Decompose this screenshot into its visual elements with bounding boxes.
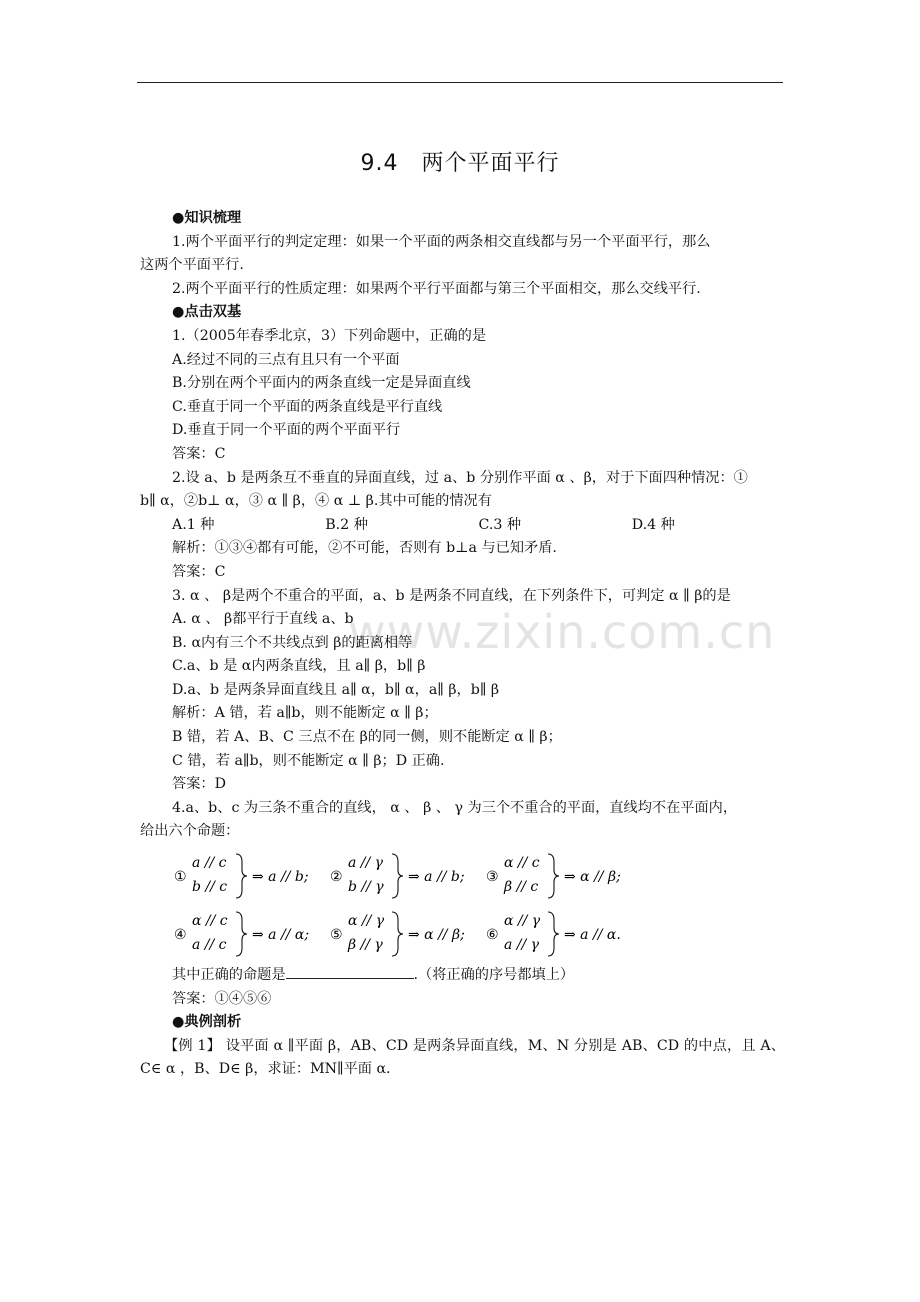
header-rule <box>137 82 783 83</box>
theorem-1-line-2: 这两个平面平行. <box>140 257 244 274</box>
brace-icon <box>392 912 403 956</box>
section-heading-basics: ●点击双基 <box>172 304 242 321</box>
question-2-option-c: C.3 种 <box>478 516 522 533</box>
page-title: 9.4 两个平面平行 <box>360 151 560 176</box>
formula-result: ⇒ α // β; <box>564 869 621 886</box>
brace-icon <box>236 912 247 956</box>
formula-number: ② <box>330 869 343 886</box>
formula-premise: b // γ <box>348 879 384 896</box>
theorem-1-line-1: 1.两个平面平行的判定定理：如果一个平面的两条相交直线都与另一个平面平行，那么 <box>172 233 711 250</box>
formula-row-1 <box>140 850 785 900</box>
question-3-option-b: B. α内有三个不共线点到 β的距离相等 <box>172 634 413 651</box>
formula-premise: a // γ <box>504 937 540 954</box>
answer-4: 答案：①④⑤⑥ <box>172 990 272 1007</box>
brace-icon <box>548 912 559 956</box>
question-2-option-d: D.4 种 <box>631 516 675 533</box>
question-3-option-c: C.a、b 是 α内两条直线，且 a∥ β，b∥ β <box>172 658 426 675</box>
question-3: 3. α 、 β是两个不重合的平面，a、b 是两条不同直线，在下列条件下，可判定 α ∥ β的是 <box>172 587 731 604</box>
section-heading-knowledge: ●知识梳理 <box>172 210 242 226</box>
question-2-option-a: A.1 种 <box>172 516 215 533</box>
answer-2: 答案：C <box>172 563 226 580</box>
formula-result: ⇒ a // b; <box>252 869 309 886</box>
question-1-option-b: B.分别在两个平面内的两条直线一定是异面直线 <box>172 375 471 392</box>
question-3-analysis-3: C 错，若 a∥b，则不能断定 α ∥ β；D 正确. <box>172 752 445 769</box>
formula-premise: α // c <box>504 855 540 872</box>
question-4-line-1: 4.a、b、c 为三条不重合的直线， α 、 β 、 γ 为三个不重合的平面，直线均不在平面内， <box>172 799 738 816</box>
question-1-option-a: A.经过不同的三点有且只有一个平面 <box>172 351 400 368</box>
formula-premise: a // c <box>192 855 227 872</box>
watermark: www.zixin.com.cn <box>348 605 776 659</box>
formula-number: ① <box>174 869 187 886</box>
formula-number: ④ <box>174 927 187 944</box>
answer-blank[interactable] <box>286 964 414 979</box>
question-3-option-d: D.a、b 是两条异面直线且 a∥ α，b∥ α，a∥ β，b∥ β <box>172 681 500 698</box>
formula-row-2-graphic <box>170 908 790 958</box>
formula-premise: β // γ <box>348 937 383 954</box>
question-4-fill-suffix: .（将正确的序号都填上） <box>413 967 575 984</box>
formula-premise: α // c <box>192 913 228 930</box>
question-1-option-d: D.垂直于同一个平面的两个平面平行 <box>172 422 401 439</box>
formula-number: ⑥ <box>486 927 499 944</box>
answer-1: 答案：C <box>172 445 226 462</box>
formula-result: ⇒ a // α; <box>252 927 310 944</box>
question-4-line-2: 给出六个命题： <box>140 823 240 840</box>
question-1-option-c: C.垂直于同一个平面的两条直线是平行直线 <box>172 398 443 415</box>
question-3-option-a: A. α 、 β都平行于直线 a、b <box>172 611 354 628</box>
section-heading-examples: ●典例剖析 <box>172 1014 242 1031</box>
question-4-fill-prefix: 其中正确的命题是 <box>172 967 286 984</box>
formula-premise: α // γ <box>348 913 385 930</box>
question-4-fill <box>140 964 785 988</box>
formula-number: ③ <box>486 869 499 886</box>
question-3-analysis-2: B 错，若 A、B、C 三点不在 β的同一侧，则不能断定 α ∥ β； <box>172 729 562 746</box>
question-3-analysis-1: 解析：A 错，若 a∥b，则不能断定 α ∥ β； <box>172 705 438 722</box>
question-2-options <box>140 514 785 538</box>
theorem-2: 2.两个平面平行的性质定理：如果两个平行平面都与第三个平面相交，那么交线平行. <box>172 280 701 297</box>
brace-icon <box>392 854 403 898</box>
question-2-analysis: 解析：①③④都有可能，②不可能，否则有 b⊥a 与已知矛盾. <box>172 540 557 557</box>
answer-3: 答案：D <box>172 776 226 793</box>
formula-row-2 <box>140 908 785 958</box>
formula-premise: b // c <box>192 879 228 896</box>
formula-premise: β // c <box>504 879 539 896</box>
brace-icon <box>548 854 559 898</box>
formula-result: ⇒ α // β; <box>408 927 465 944</box>
formula-premise: a // c <box>192 937 227 954</box>
question-1: 1.（2005年春季北京，3）下列命题中，正确的是 <box>172 327 487 344</box>
question-2-line-1: 2.设 a、b 是两条互不垂直的异面直线，过 a、b 分别作平面 α 、β，对于下面四种情况：① <box>172 469 748 486</box>
formula-result: ⇒ a // α. <box>564 927 621 944</box>
document-body <box>140 207 785 1082</box>
question-2-line-2: b∥ α，②b⊥ α，③ α ∥ β，④ α ⊥ β.其中可能的情况有 <box>140 493 492 510</box>
example-1: 【例 1】 设平面 α ∥平面 β，AB、CD 是两条异面直线，M、N 分别是 AB、CD 的中点，且 A、C∈ α ，B、D∈ β，求证：MN∥平面 α. <box>140 1037 785 1078</box>
brace-icon <box>236 854 247 898</box>
formula-row-1-graphic <box>170 850 790 900</box>
formula-premise: α // γ <box>504 913 541 930</box>
formula-premise: a // γ <box>348 855 384 872</box>
formula-result: ⇒ a // b; <box>408 869 465 886</box>
question-2-option-b: B.2 种 <box>325 516 368 533</box>
formula-number: ⑤ <box>330 927 343 944</box>
